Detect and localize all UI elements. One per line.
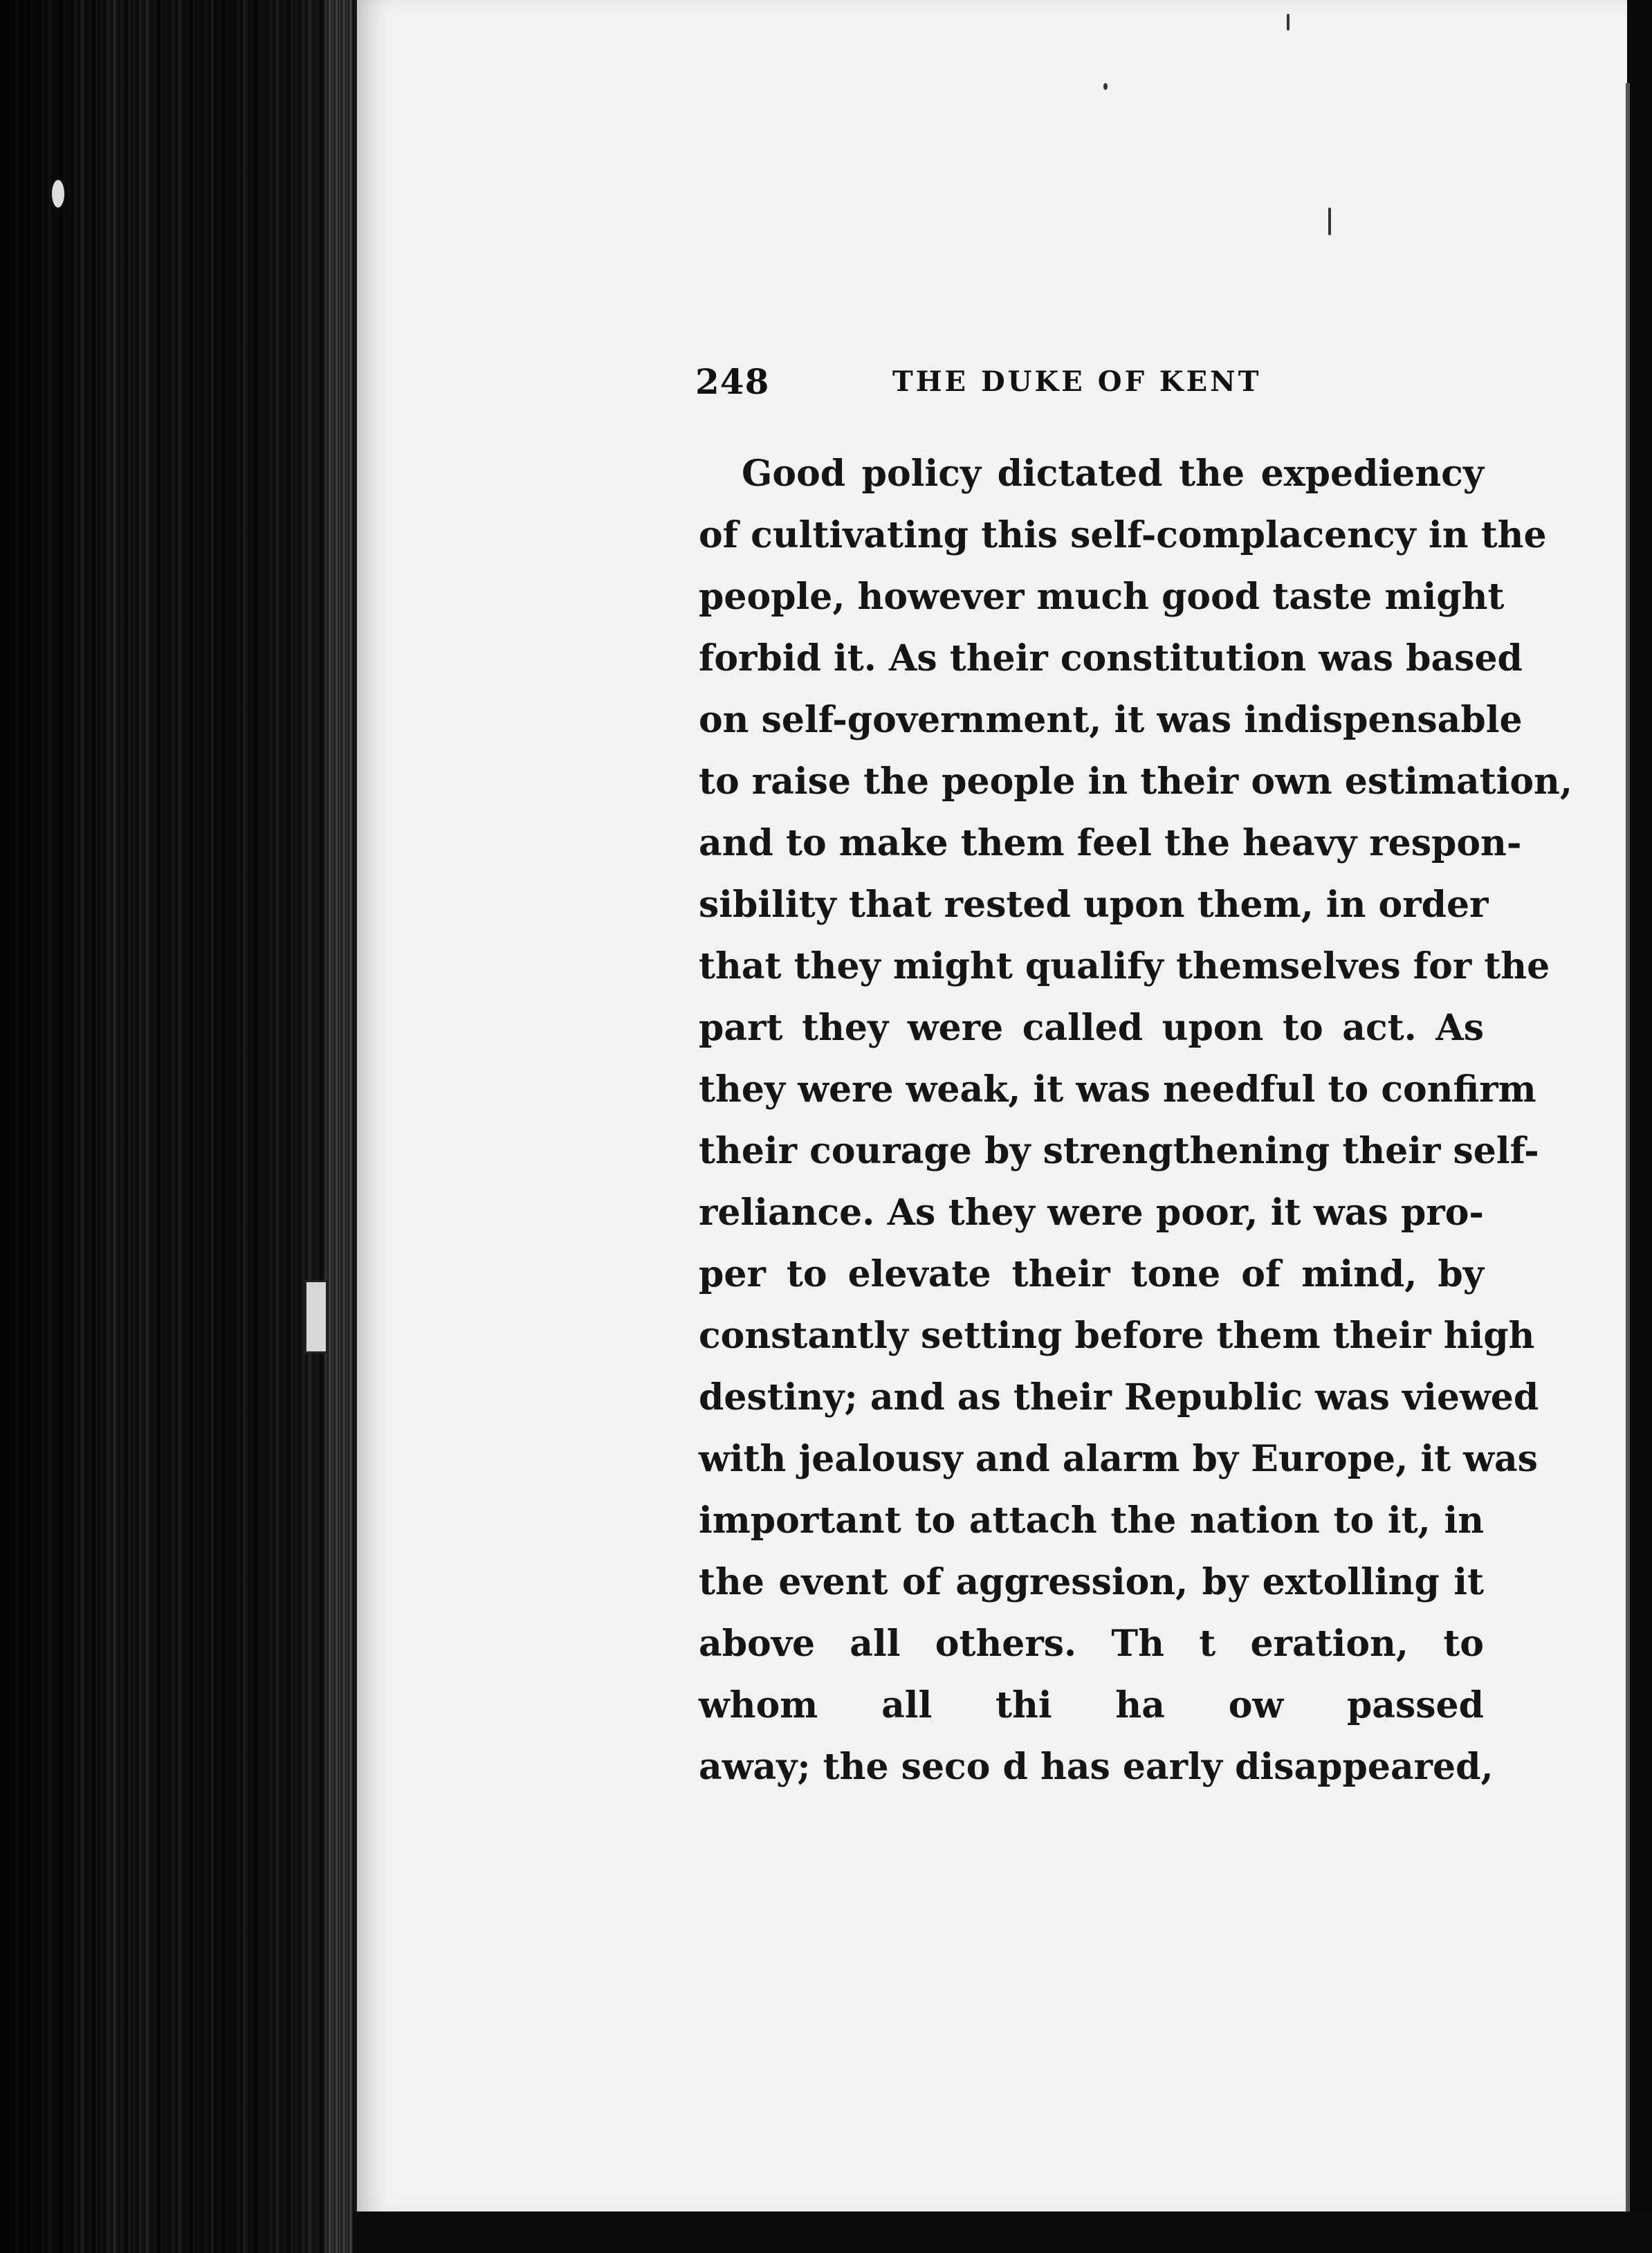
text-line: reliance. As they were poor, it was pro- <box>699 1192 1484 1234</box>
bottom-scan-edge <box>354 2211 1652 2253</box>
text-line: constantly setting before them their high <box>699 1315 1535 1357</box>
text-line: they were weak, it was needful to confirm <box>699 1068 1536 1111</box>
text-line: with jealousy and alarm by Europe, it was <box>699 1438 1538 1480</box>
text-line: people, however much good taste might <box>699 576 1505 618</box>
page-tab-mark <box>304 1280 328 1353</box>
text-line: Good policy dictated the expediency <box>742 453 1484 495</box>
text-line: part they were called upon to act. As <box>699 1007 1484 1049</box>
text-line: whom all thi ha ow passed <box>699 1684 1484 1726</box>
body-text <box>699 443 1572 1798</box>
text-line: on self-government, it was indispensable <box>699 699 1523 741</box>
text-line: destiny; and as their Republic was viewed <box>699 1376 1539 1419</box>
page-number: 248 <box>695 361 770 402</box>
text-line: that they might qualify themselves for the <box>699 945 1550 987</box>
text-line: the event of aggression, by extolling it <box>699 1561 1484 1603</box>
right-binding-edge <box>1627 0 1652 2253</box>
right-page-edge-line <box>1626 83 1630 2214</box>
text-line: sibility that rested upon them, in order <box>699 884 1489 926</box>
dust-speck <box>1103 83 1108 90</box>
text-line: their courage by strengthening their self- <box>699 1130 1539 1172</box>
dust-speck <box>52 180 64 208</box>
text-line: forbid it. As their constitution was based <box>699 637 1523 679</box>
text-line: important to attach the nation to it, in <box>699 1499 1484 1542</box>
text-line: of cultivating this self-complacency in the <box>699 514 1547 556</box>
running-head-title: THE DUKE OF KENT <box>892 365 1262 398</box>
text-line: above all others. Th t eration, to <box>699 1623 1484 1665</box>
dust-speck <box>1328 208 1331 235</box>
text-line: per to elevate their tone of mind, by <box>699 1253 1484 1295</box>
spine-shadow <box>0 0 360 2253</box>
text-line: away; the seco d has early disappeared, <box>699 1746 1494 1788</box>
running-header <box>695 361 1470 403</box>
text-line: and to make them feel the heavy respon- <box>699 822 1522 864</box>
dust-speck <box>1287 14 1290 30</box>
text-line: to raise the people in their own estimation, <box>699 760 1572 803</box>
page-edge-strip <box>325 0 353 2253</box>
